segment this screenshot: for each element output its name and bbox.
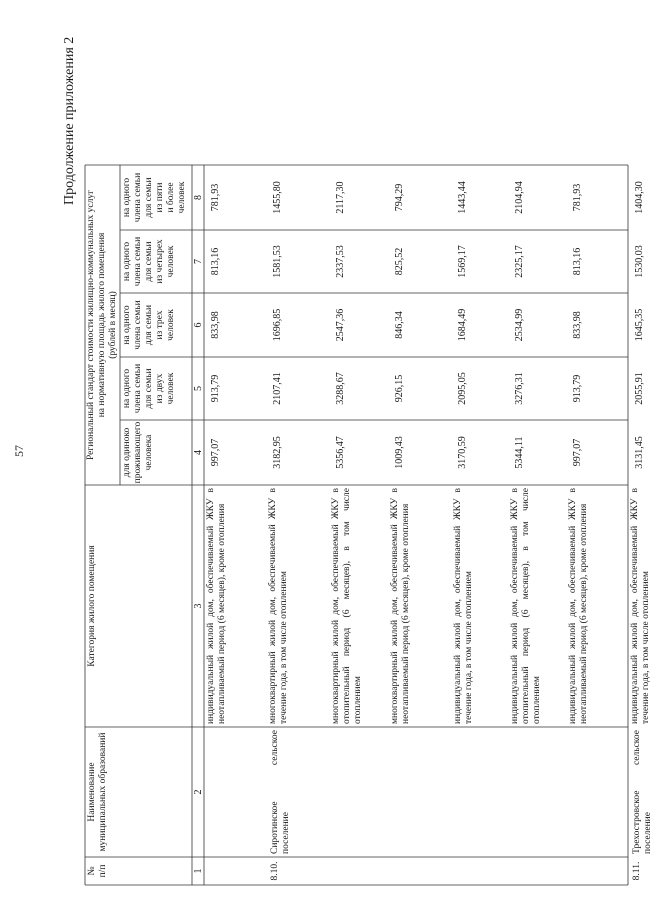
row-number: 8.11. bbox=[632, 861, 642, 881]
header-subcol-3: на одного члена семьи для семьи из трех человек bbox=[122, 300, 176, 350]
row-municipality-name: Трехостровское сельское поселение bbox=[632, 730, 653, 854]
row-value-7: 1530,03 bbox=[634, 245, 645, 278]
row-value-7: 1569,17 bbox=[457, 245, 468, 278]
row-value-5: 2095,05 bbox=[457, 372, 468, 405]
row-value-8: 781,93 bbox=[572, 183, 583, 212]
row-value-7: 813,16 bbox=[210, 247, 221, 276]
row-value-8: 1443,44 bbox=[457, 181, 468, 214]
column-number-5: 5 bbox=[193, 386, 204, 391]
row-municipality-name: Сиротинское сельское поселение bbox=[270, 730, 291, 854]
header-col-number: № п/п bbox=[87, 864, 108, 878]
row-value-7: 1581,53 bbox=[272, 245, 283, 278]
header-subcol-4: на одного члена семьи для семьи из четырех человек bbox=[122, 236, 176, 287]
row-value-7: 2325,17 bbox=[514, 245, 525, 278]
column-number-3: 3 bbox=[193, 603, 204, 609]
row-value-6: 1684,49 bbox=[457, 308, 468, 342]
column-number-2: 2 bbox=[193, 789, 204, 795]
row-value-4: 3182,95 bbox=[272, 436, 283, 469]
row-category: индивидуальный жилой дом, обеспечиваемый ЖКУ в течение года, в том числе отоплением bbox=[453, 488, 474, 724]
header-col-name: Наименование муниципальных образований bbox=[87, 732, 108, 852]
header-col-standard: Региональный стандарт стоимости жилищно-коммунальных услуг на нормативную площадь жилого помещения (рублей в месяц) bbox=[86, 189, 118, 461]
header-subcol-5: на одного члена семьи для семьи из пяти и более человек bbox=[122, 172, 187, 223]
row-value-4: 997,07 bbox=[572, 438, 583, 467]
row-value-6: 2534,99 bbox=[514, 308, 525, 342]
row-value-6: 846,34 bbox=[394, 311, 405, 339]
row-value-5: 3288,67 bbox=[335, 372, 346, 405]
row-value-5: 2107,41 bbox=[272, 372, 283, 405]
row-value-4: 5356,47 bbox=[335, 436, 346, 469]
row-value-7: 813,16 bbox=[572, 247, 583, 276]
row-value-6: 833,98 bbox=[572, 311, 583, 339]
row-value-8: 794,29 bbox=[394, 183, 405, 212]
row-value-8: 2104,94 bbox=[514, 181, 525, 214]
appendix-title: Продолжение приложения 2 bbox=[62, 36, 77, 205]
row-category: многоквартирный жилой дом, обеспечиваемый ЖКУ в отопительный период (6 месяцев), в том числе отоплением bbox=[331, 488, 363, 724]
column-number-6: 6 bbox=[193, 322, 204, 328]
row-value-4: 3131,45 bbox=[634, 436, 645, 469]
row-category: многоквартирный жилой дом, обеспечиваемый ЖКУ в неотапливаемый период (6 месяцев), кроме отопления bbox=[390, 488, 411, 724]
row-value-8: 2117,30 bbox=[335, 181, 346, 214]
row-value-4: 5344,11 bbox=[514, 436, 525, 469]
row-value-6: 1645,35 bbox=[634, 308, 645, 342]
header-col-category: Категория жилого помещения bbox=[87, 545, 97, 667]
row-category: многоквартирный жилой дом, обеспечиваемый ЖКУ в течение года, в том числе отоплением bbox=[268, 488, 289, 724]
row-value-5: 913,79 bbox=[210, 374, 221, 403]
header-subcol-2: на одного члена семьи для семьи из двух человек bbox=[122, 363, 176, 414]
column-number-8: 8 bbox=[193, 195, 204, 200]
row-value-7: 825,52 bbox=[394, 247, 405, 276]
row-value-4: 1009,43 bbox=[394, 436, 405, 469]
row-category: индивидуальный жилой дом, обеспечиваемый ЖКУ в течение года, в том числе отоплением bbox=[630, 488, 651, 724]
row-category: индивидуальный жилой дом, обеспечиваемый ЖКУ в неотапливаемый период (6 месяцев), кроме отопления bbox=[206, 488, 227, 724]
row-value-6: 833,98 bbox=[210, 311, 221, 339]
row-value-5: 913,79 bbox=[572, 374, 583, 403]
row-category: индивидуальный жилой дом, обеспечиваемый ЖКУ в неотапливаемый период (6 месяцев), кроме отопления bbox=[568, 488, 589, 724]
row-value-4: 997,07 bbox=[210, 438, 221, 467]
row-value-6: 2547,36 bbox=[335, 308, 346, 342]
row-value-4: 3170,59 bbox=[457, 436, 468, 469]
row-value-5: 926,15 bbox=[394, 374, 405, 403]
row-number: 8.10. bbox=[270, 861, 280, 881]
row-value-8: 781,93 bbox=[210, 183, 221, 212]
row-value-6: 1696,85 bbox=[272, 308, 283, 342]
row-value-5: 3276,31 bbox=[514, 372, 525, 405]
column-number-1: 1 bbox=[193, 868, 204, 874]
row-value-5: 2055,91 bbox=[634, 372, 645, 405]
header-subcol-1: для одиноко проживающего человека bbox=[122, 421, 154, 484]
row-value-8: 1455,80 bbox=[272, 181, 283, 214]
column-number-4: 4 bbox=[193, 450, 204, 455]
page-number: 57 bbox=[12, 445, 26, 457]
column-number-7: 7 bbox=[193, 259, 204, 264]
row-value-7: 2337,53 bbox=[335, 245, 346, 278]
row-value-8: 1404,30 bbox=[634, 181, 645, 214]
row-category: индивидуальный жилой дом, обеспечиваемый ЖКУ в отопительный период (6 месяцев), в том числе отоплением bbox=[510, 488, 542, 724]
